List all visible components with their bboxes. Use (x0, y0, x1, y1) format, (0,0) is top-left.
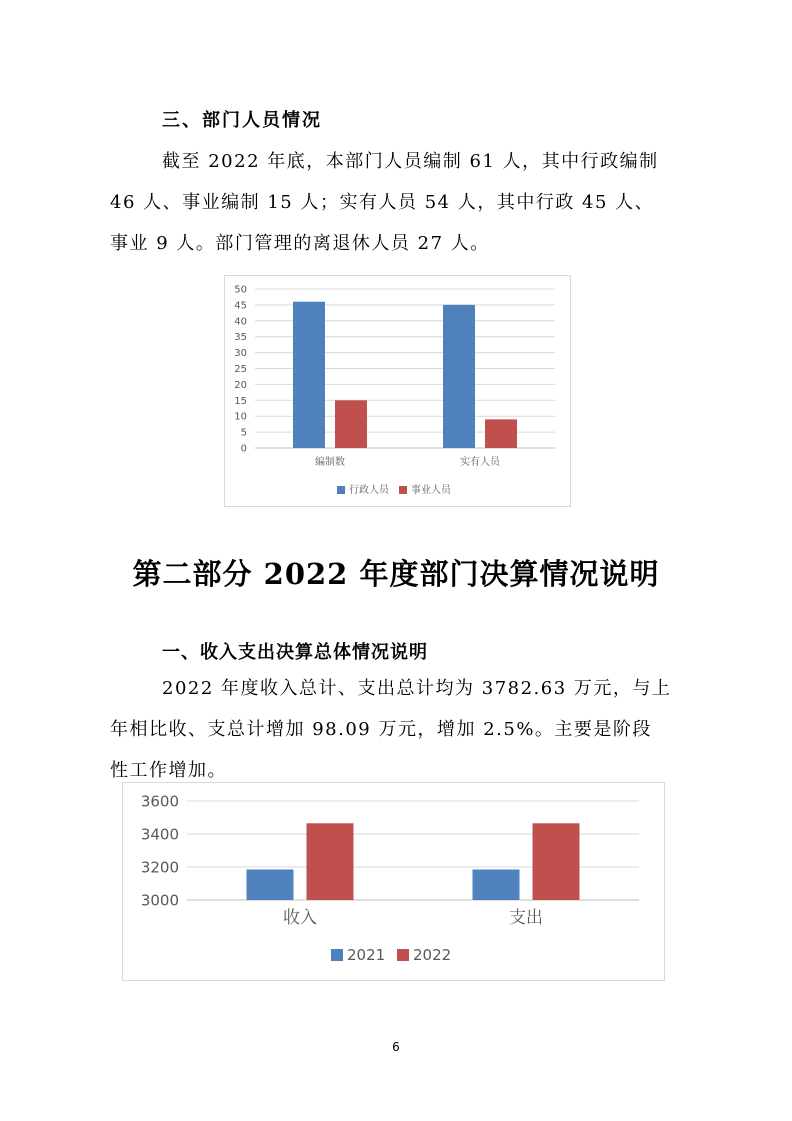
income-expense-paragraph (110, 668, 690, 791)
legend-swatch (399, 486, 407, 494)
y-tick-label: 0 (240, 443, 247, 455)
bar (307, 823, 354, 900)
paragraph-line: 46 人、事业编制 15 人；实有人员 54 人，其中行政 45 人、 (110, 192, 655, 213)
x-category-label: 编制数 (315, 457, 345, 468)
y-tick-label: 3200 (140, 858, 179, 877)
y-tick-label: 3600 (140, 792, 179, 811)
y-tick-label: 45 (234, 300, 247, 312)
y-tick-label: 20 (234, 379, 247, 391)
part-title: 第二部分 2022 年度部门决算情况说明 (132, 557, 660, 591)
y-tick-label: 15 (234, 395, 247, 407)
paragraph-line: 2022 年度收入总计、支出总计均为 3782.63 万元，与上 (162, 678, 672, 699)
legend-swatch (331, 949, 343, 961)
section-heading-staff: 三、部门人员情况 (162, 110, 322, 131)
income-expense-chart-svg (123, 783, 664, 980)
y-tick-label: 40 (234, 316, 247, 328)
y-tick-label: 3400 (140, 825, 179, 844)
bar (335, 400, 367, 448)
income-expense-bar-chart (122, 782, 665, 981)
y-tick-label: 25 (234, 364, 247, 375)
bar (533, 823, 580, 900)
legend-label: 2021 (347, 946, 386, 964)
section-heading-income-expense: 一、收入支出决算总体情况说明 (162, 642, 428, 663)
staff-paragraph (110, 141, 690, 264)
legend-swatch (397, 949, 409, 961)
y-tick-label: 10 (234, 411, 247, 423)
paragraph-line: 截至 2022 年底，本部门人员编制 61 人，其中行政编制 (162, 151, 659, 172)
y-tick-label: 35 (234, 332, 247, 344)
bar (485, 419, 517, 448)
staff-chart-svg (225, 276, 570, 506)
page-number: 6 (392, 1040, 400, 1054)
bar (473, 869, 520, 900)
y-tick-label: 30 (234, 348, 247, 360)
paragraph-line: 年相比收、支总计增加 98.09 万元，增加 2.5%。主要是阶段 (110, 719, 652, 740)
paragraph-line: 性工作增加。 (110, 760, 227, 781)
legend-label: 事业人员 (411, 485, 451, 496)
paragraph-line: 事业 9 人。部门管理的离退休人员 27 人。 (110, 233, 490, 254)
bar (247, 869, 294, 900)
bar (293, 302, 325, 448)
legend-label: 2022 (413, 946, 452, 964)
bar (443, 305, 475, 448)
staff-bar-chart (224, 275, 571, 507)
x-category-label: 支出 (509, 908, 543, 928)
legend-label: 行政人员 (349, 485, 389, 496)
x-category-label: 实有人员 (460, 457, 500, 468)
y-tick-label: 3000 (140, 891, 179, 910)
y-tick-label: 5 (240, 427, 247, 439)
y-tick-label: 50 (234, 284, 247, 296)
legend-swatch (337, 486, 345, 494)
x-category-label: 收入 (283, 908, 317, 928)
